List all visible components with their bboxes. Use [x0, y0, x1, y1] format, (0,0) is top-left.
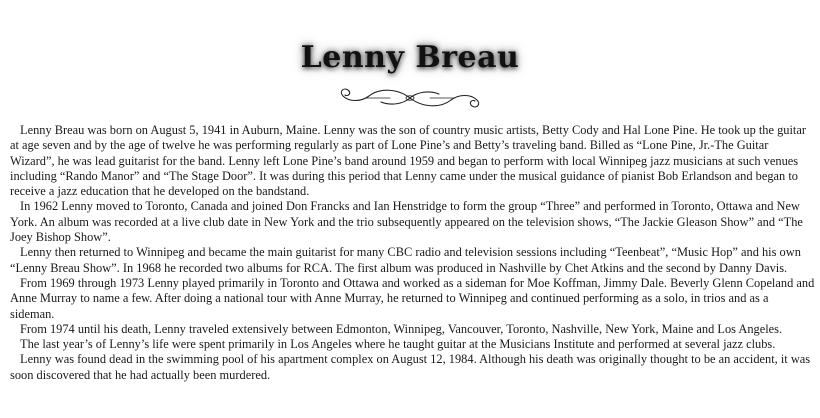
- paragraph: In 1962 Lenny moved to Toronto, Canada and joined Don Francks and Ian Henstridge to form the group “Three” and performed in Toronto, Ottawa and New York. An album was recorded at a live club date in New York and the trio subsequently appeared on the television shows, “The Jackie Gleason Show” and “The Joey Bishop Show”.: [10, 199, 803, 245]
- paragraph: The last year’s of Lenny’s life were spent primarily in Los Angeles where he taught guitar at the Musicians Institute and performed at several jazz clubs.: [20, 337, 776, 352]
- page-title: Lenny Breau: [300, 40, 520, 75]
- paragraph: Lenny then returned to Winnipeg and became the main guitarist for many CBC radio and television sessions including “Teenbeat”, “Music Hop” and his own “Lenny Breau Show”. In 1968 he recorded two albums for RCA. The first album was produced in Nashville by Chet Atkins and the second by Danny Davis.: [10, 245, 801, 275]
- biography-text: [10, 123, 815, 383]
- paragraph: Lenny was found dead in the swimming pool of his apartment complex on August 12, 1984. Although his death was originally thought to be an accident, it was soon discovered that he had actually been murdered.: [10, 352, 811, 382]
- scroll-flourish-icon: [335, 84, 485, 112]
- paragraph: Lenny Breau was born on August 5, 1941 in Auburn, Maine. Lenny was the son of country music artists, Betty Cody and Hal Lone Pine. He took up the guitar at age seven and by the age of twelve he was performing regularly as part of Lone Pine’s and Betty’s traveling band. Billed as “Lone Pine, Jr.-The Guitar Wizard”, he was lead guitarist for the band. Lenny left Lone Pine’s band around 1959 and began to perform with local Winnipeg jazz musicians at such venues including “Rando Manor” and “The Stage Door”. It was during this period that Lenny came under the musical guidance of pianist Bob Erlandson and began to receive a jazz education that he developed on the bandstand.: [10, 123, 806, 199]
- paragraph: From 1969 through 1973 Lenny played primarily in Toronto and Ottawa and worked as a sideman for Moe Koffman, Jimmy Dale. Beverly Glenn Copeland and Anne Murray to name a few. After doing a national tour with Anne Murray, he returned to Winnipeg and continued performing as a solo, in trios and as a sideman.: [10, 275, 815, 321]
- paragraph: From 1974 until his death, Lenny traveled extensively between Edmonton, Winnipeg, Vancouver, Toronto, Nashville, New York, Maine and Los Angeles.: [20, 321, 783, 336]
